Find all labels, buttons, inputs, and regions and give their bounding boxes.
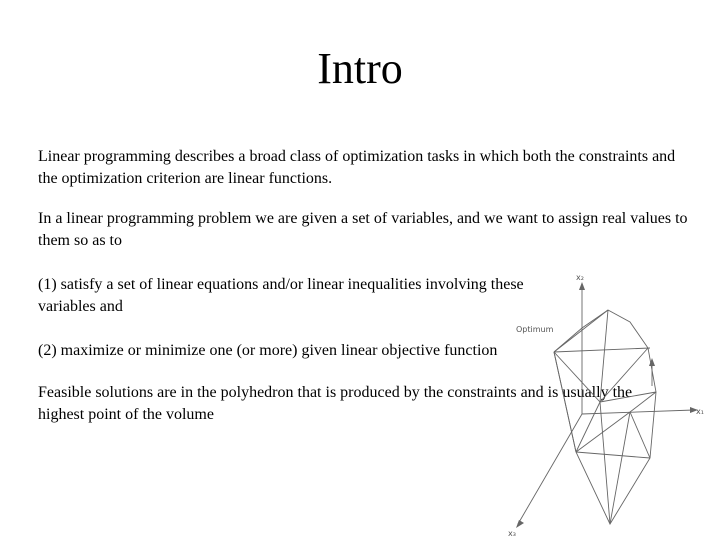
axis-x3-arrow-icon bbox=[516, 520, 524, 528]
paragraph-step-1: (1) satisfy a set of linear equations and/or linear inequalities involving these variables and bbox=[38, 276, 524, 315]
optimum-label: Optimum bbox=[516, 325, 554, 334]
slide-title: Intro bbox=[317, 44, 403, 93]
axis-x3-line bbox=[518, 414, 582, 524]
axis-x1-line bbox=[582, 410, 694, 414]
paragraph-definition: Linear programming describes a broad class of optimization tasks in which both the constraints and the optimization criterion are linear functions. bbox=[38, 148, 676, 187]
axis-x1-label: x₁ bbox=[696, 407, 704, 416]
polyhedron-diagram bbox=[496, 262, 714, 540]
paragraph-problem: In a linear programming problem we are given a set of variables, and we want to assign real values to them so as to bbox=[38, 210, 688, 249]
axis-x2-arrow-icon bbox=[579, 282, 585, 290]
axis-x2-label: x₂ bbox=[576, 273, 584, 282]
paragraph-step-2: (2) maximize or minimize one (or more) given linear objective function bbox=[38, 342, 498, 359]
paragraph-feasible: Feasible solutions are in the polyhedron that is produced by the constraints and is usually the highest point of the volume bbox=[38, 384, 633, 423]
axis-x3-label: x₃ bbox=[508, 529, 516, 538]
